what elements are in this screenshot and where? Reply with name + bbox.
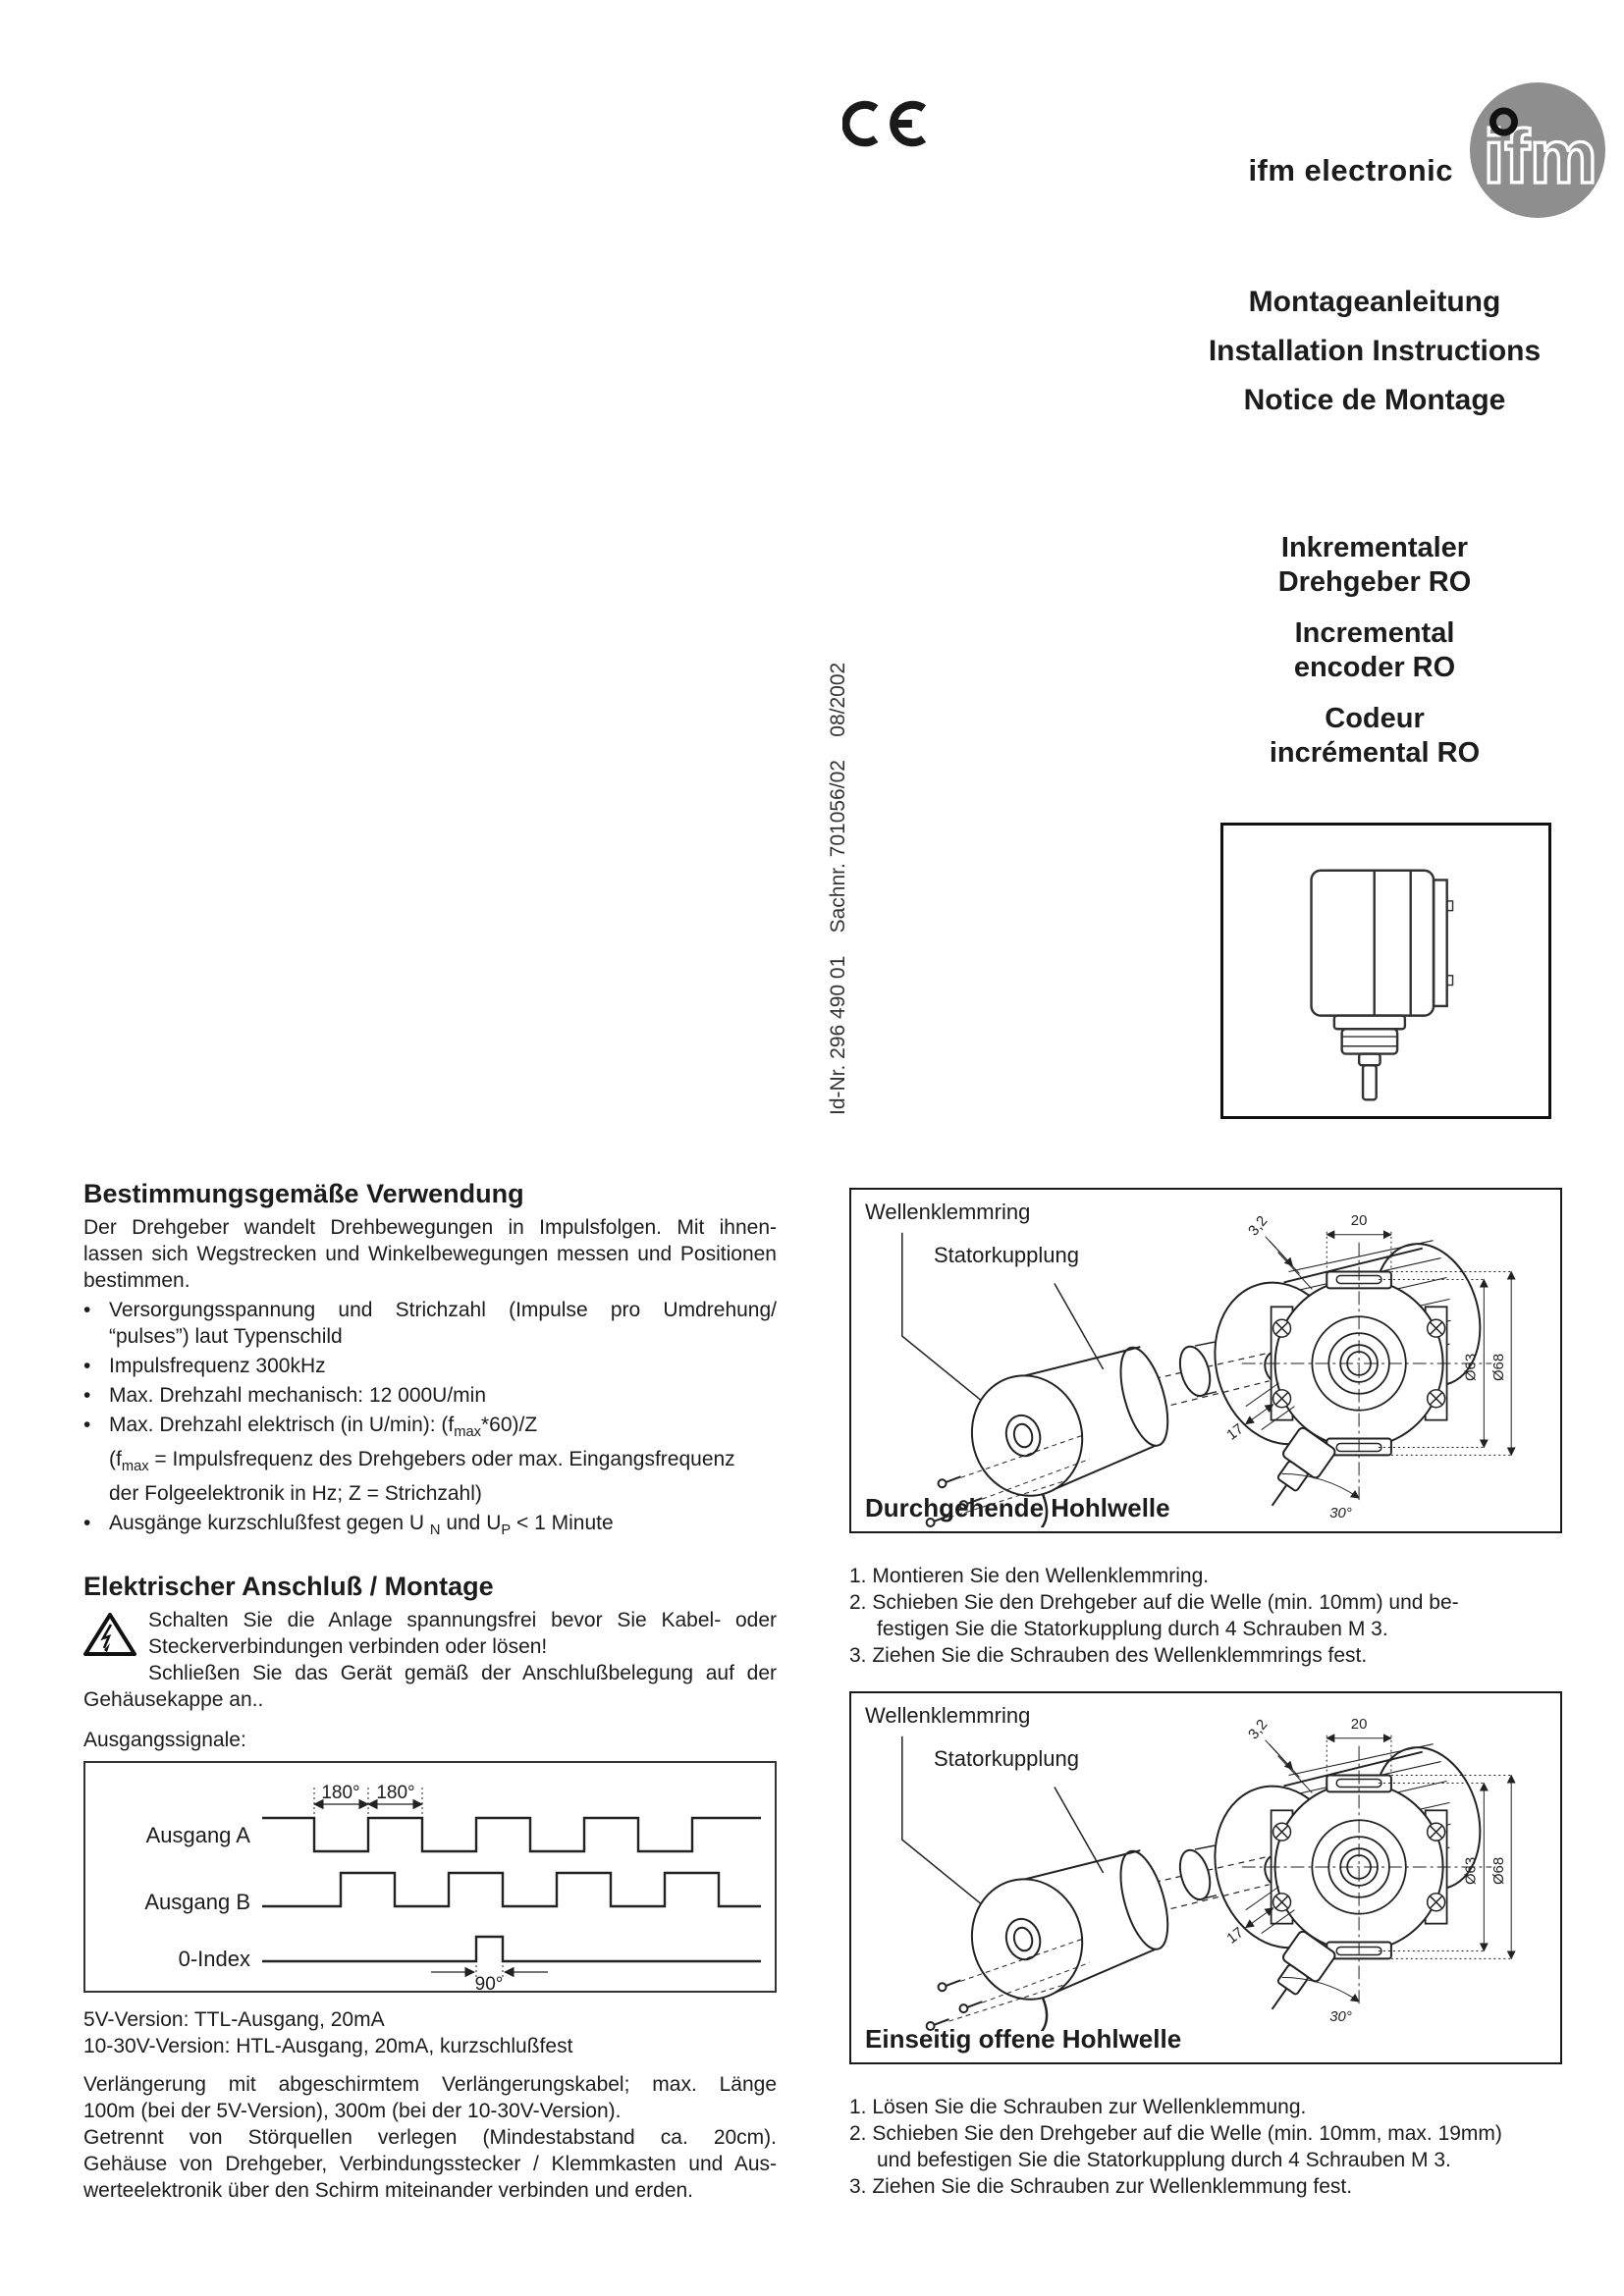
step-line: 3. Ziehen Sie die Schrauben zur Wellenklemmung fest. xyxy=(849,2175,1353,2198)
usage-intro-line3: bestimmen. xyxy=(83,1269,190,1292)
label-stator-coupling: Statorkupplung xyxy=(934,1243,1079,1267)
document-titles xyxy=(1144,278,1605,425)
edge-id-note: Id-Nr. 296 490 01 Sachnr. 701056/02 08/2002 xyxy=(827,662,849,1115)
bullet-short-circuit-proof: • Ausgänge kurzschlußfest gegen U $_N$ und $U_P < 1$ Minute xyxy=(83,1510,777,1544)
figure-caption: Einseitig offene Hohlwelle xyxy=(865,2024,1182,2054)
connect-note-line1: Schließen Sie das Gerät gemäß der Anschlußbelegung auf der xyxy=(148,1661,777,1684)
trace-z-label: 0-Index xyxy=(178,1946,250,1971)
usage-intro-line1: Der Drehgeber wandelt Drehbewegungen in Impulsfolgen. Mit ihnen- xyxy=(83,1216,777,1239)
dim-depth-32: 3,2 xyxy=(1245,1213,1272,1240)
product-de-line1: Inkrementaler xyxy=(1280,532,1469,563)
product-en-line1: Incremental xyxy=(1294,617,1455,649)
dim-180-2: 180° xyxy=(376,1782,415,1803)
bullet-marker: • xyxy=(83,1512,91,1535)
step-line: 3. Ziehen Sie die Schrauben des Wellenklemmrings fest. xyxy=(849,1644,1368,1667)
trace-b-label: Ausgang B xyxy=(144,1889,250,1914)
product-fr-line2: incrémental RO xyxy=(1269,737,1481,769)
figure-caption: Durchgehende Hohlwelle xyxy=(865,1493,1170,1522)
warning-line1: Schalten Sie die Anlage spannungsfrei bevor Sie Kabel- oder xyxy=(148,1608,777,1631)
dim-cable-17: 17 xyxy=(1223,1420,1247,1444)
product-en-line2: encoder RO xyxy=(1293,652,1456,683)
output-signals-label: Ausgangssignale: xyxy=(83,1728,246,1751)
cable-note-line4: Gehäuse von Drehgeber, Verbindungsstecker / Klemmkasten und Aus- xyxy=(83,2152,777,2175)
dim-width-20: 20 xyxy=(1350,1716,1368,1733)
cable-note-line1: Verlängerung mit abgeschirmtem Verlängerungskabel; max. Länge xyxy=(83,2072,777,2096)
step-line: 1. Montieren Sie den Wellenklemmring. xyxy=(849,1565,1210,1587)
label-shaft-clamp-ring: Wellenklemmring xyxy=(865,1703,1031,1728)
ifm-logo-icon xyxy=(1470,82,1605,218)
doc-title-fr: Notice de Montage xyxy=(1243,384,1506,416)
figure-through-hollow-shaft xyxy=(849,1188,1562,1533)
bullet-supply-voltage: • Versorgungsspannung und Strichzahl (Impulse pro Umdrehung/ “pulses”) laut Typenschild xyxy=(83,1299,777,1348)
right-column xyxy=(849,1188,1562,2200)
left-column xyxy=(83,1178,777,2204)
product-drawing-box xyxy=(1220,823,1551,1119)
product-names xyxy=(1144,531,1605,787)
step-line: 2. Schieben Sie den Drehgeber auf die Welle (min. 10mm, max. 19mm) xyxy=(849,2122,1502,2145)
dim-180-1: 180° xyxy=(321,1782,360,1803)
step-line: und befestigen Sie die Statorkupplung durch 4 Schrauben M 3. xyxy=(877,2149,1451,2171)
ce-mark-icon xyxy=(842,98,937,154)
steps-single-open-hollow-shaft xyxy=(849,2094,1562,2200)
figure-single-open-hollow-shaft xyxy=(849,1691,1562,2064)
label-stator-coupling: Statorkupplung xyxy=(934,1746,1079,1771)
dim-d68: Ø68 xyxy=(1491,1353,1508,1382)
label-shaft-clamp-ring: Wellenklemmring xyxy=(865,1200,1031,1224)
warning-line2: Steckerverbindungen verbinden oder lösen! xyxy=(148,1634,548,1658)
bullet-marker: • xyxy=(83,1299,91,1321)
step-line: festigen Sie die Statorkupplung durch 4 Schrauben M 3. xyxy=(877,1618,1388,1640)
dim-d68: Ø68 xyxy=(1491,1856,1508,1886)
bullet-max-speed-mech: • Max. Drehzahl mechanisch: 12 000U/min xyxy=(83,1384,487,1407)
bullet-marker: • xyxy=(83,1355,91,1377)
dim-depth-32: 3,2 xyxy=(1245,1717,1272,1743)
cable-note-line3: Getrennt von Störquellen verlegen (Mindestabstand ca. 20cm). xyxy=(83,2125,777,2149)
dim-width-20: 20 xyxy=(1350,1212,1368,1229)
cable-note-line5: werteelektronik über den Schirm miteinander verbinden und erden. xyxy=(83,2178,694,2202)
warning-block xyxy=(83,1607,777,1713)
version-5v: 5V-Version: TTL-Ausgang, 20mA xyxy=(83,2007,385,2031)
output-signals-diagram xyxy=(83,1761,777,1993)
bullet-marker: • xyxy=(83,1414,91,1436)
connect-note-line2: Gehäusekappe an.. xyxy=(83,1687,264,1711)
warning-icon xyxy=(83,1610,136,1659)
dim-d63: Ø63 xyxy=(1463,1353,1480,1382)
trace-b-waveform xyxy=(262,1873,761,1906)
bullet-max-speed-elec: • Max. Drehzahl elektrisch (in U/min): $(f_{max}*60)/Z$ ($f_{max}$ = Impulsfrequenz des Drehgebers oder max. Eingangsfrequenz der Folgeelektronik in Hz; Z = Strichzahl) xyxy=(83,1414,735,1506)
bullet-pulse-frequency: • Impulsfrequenz 300kHz xyxy=(83,1355,326,1377)
trace-a-label: Ausgang A xyxy=(145,1822,250,1847)
trace-a-waveform xyxy=(262,1818,761,1851)
logo-text: ifm xyxy=(1483,115,1597,200)
dim-angle-30: 30° xyxy=(1329,2009,1352,2026)
dim-d63: Ø63 xyxy=(1463,1856,1480,1886)
brand-name: ifm electronic xyxy=(1248,153,1453,187)
doc-title-en: Installation Instructions xyxy=(1208,335,1542,367)
encoder-side-view-drawing xyxy=(1223,826,1543,1110)
step-line: 2. Schieben Sie den Drehgeber auf die Welle (min. 10mm) und be- xyxy=(849,1591,1459,1614)
steps-through-hollow-shaft xyxy=(849,1563,1562,1669)
cable-note-line2: 100m (bei der 5V-Version), 300m (bei der 10-30V-Version). xyxy=(83,2099,622,2122)
dim-angle-30: 30° xyxy=(1329,1506,1352,1522)
product-de-line2: Drehgeber RO xyxy=(1277,566,1472,598)
product-fr-line1: Codeur xyxy=(1325,703,1425,734)
dim-cable-17: 17 xyxy=(1223,1924,1247,1948)
dim-90: 90° xyxy=(474,1973,504,1991)
step-line: 1. Lösen Sie die Schrauben zur Wellenklemmung. xyxy=(849,2096,1307,2118)
doc-title-de: Montageanleitung xyxy=(1248,286,1501,318)
usage-heading: Bestimmungsgemäße Verwendung xyxy=(83,1179,524,1208)
electrical-heading: Elektrischer Anschluß / Montage xyxy=(83,1571,494,1601)
version-10-30v: 10-30V-Version: HTL-Ausgang, 20mA, kurzschlußfest xyxy=(83,2034,573,2057)
usage-intro-line2: lassen sich Wegstrecken und Winkelbewegungen messen und Positionen xyxy=(83,1243,777,1265)
bullet-marker: • xyxy=(83,1384,91,1407)
trace-z-waveform xyxy=(262,1937,761,1961)
